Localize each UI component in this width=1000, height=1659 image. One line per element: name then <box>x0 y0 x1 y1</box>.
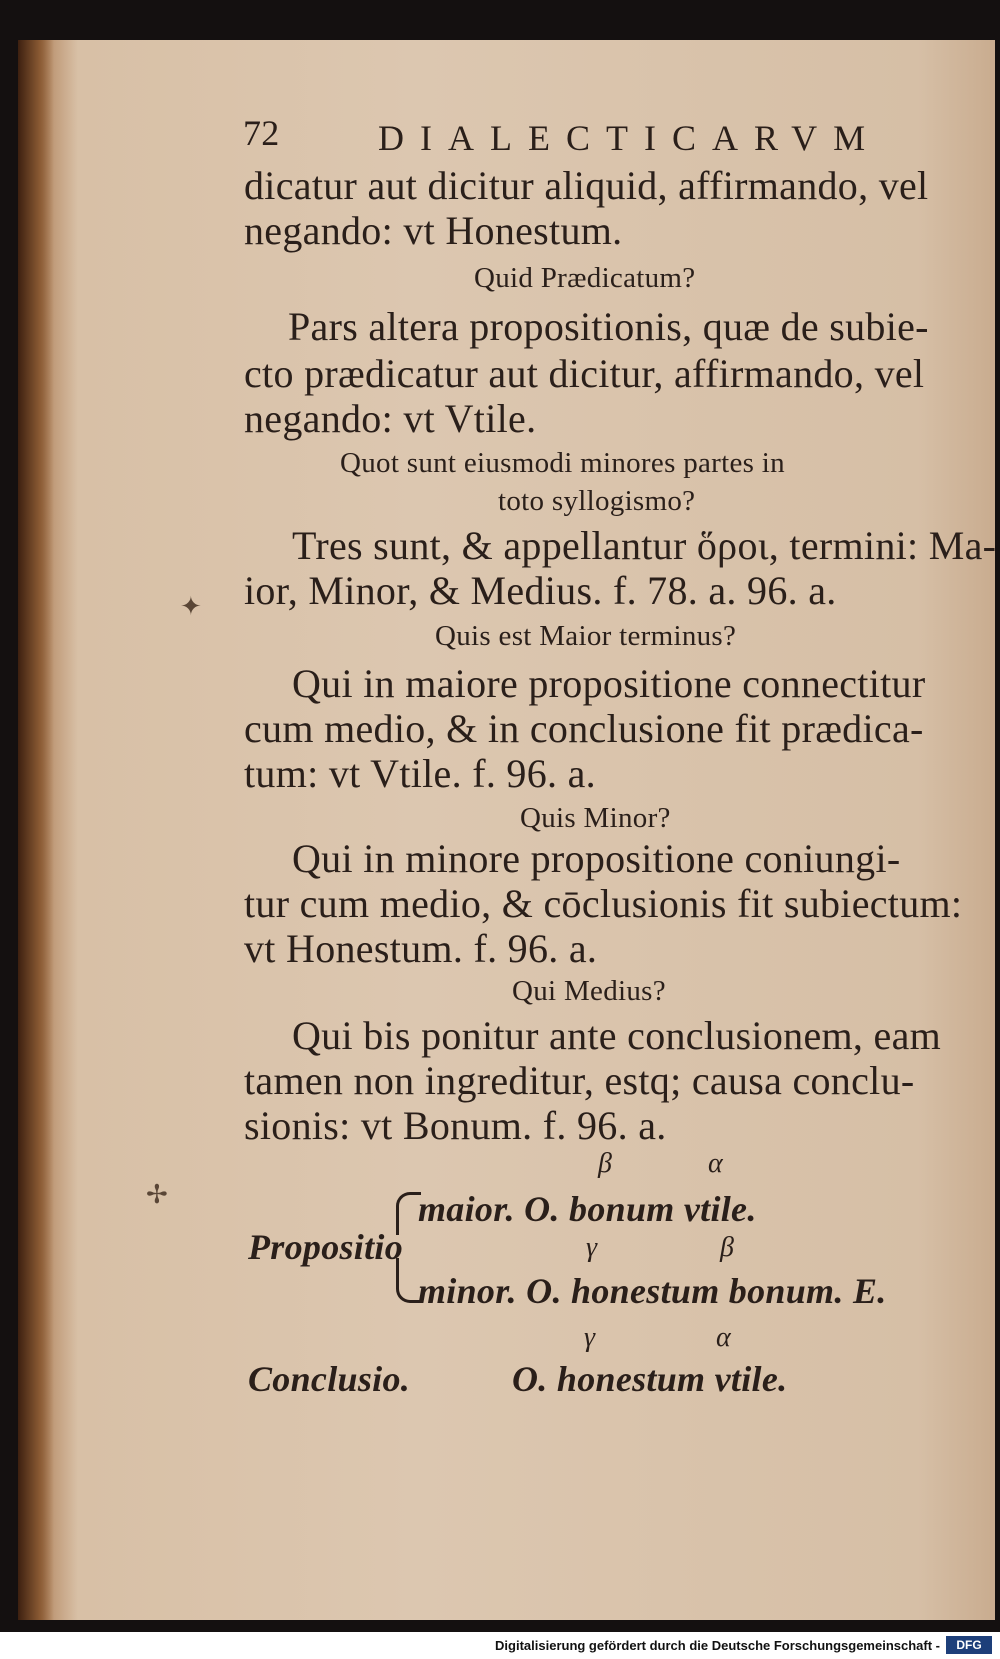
question-heading: Qui Medius? <box>512 975 666 1007</box>
text-line: negando: vt Vtile. <box>244 396 537 441</box>
conclusion-line: O. honestum vtile. <box>512 1359 788 1399</box>
text-line: Pars altera propositionis, quæ de subie- <box>288 304 929 349</box>
text-line: sionis: vt Bonum. f. 96. a. <box>244 1103 667 1148</box>
greek-letter-alpha: α <box>708 1148 723 1179</box>
running-title: DIALECTICARVM <box>378 118 882 158</box>
maior-premise: maior. O. bonum vtile. <box>418 1189 757 1229</box>
page-number: 72 <box>243 113 280 153</box>
greek-letter-alpha: α <box>716 1322 731 1353</box>
text-line: Qui in maiore propositione connectitur <box>292 661 926 706</box>
text-line: Qui in minore propositione coniungi- <box>292 836 901 881</box>
greek-letter-gamma: γ <box>586 1232 598 1263</box>
dfg-logo-icon: DFG <box>946 1636 992 1654</box>
footer-bar <box>0 1632 1000 1659</box>
text-line: Qui bis ponitur ante conclusionem, eam <box>292 1013 942 1058</box>
ink-mark: ✦ <box>180 592 202 621</box>
greek-letter-beta: β <box>720 1232 735 1263</box>
greek-letter-gamma: γ <box>584 1322 596 1353</box>
text-line: tamen non ingreditur, estq; causa conclu- <box>244 1058 915 1103</box>
question-heading: Quot sunt eiusmodi minores partes in <box>340 447 785 479</box>
page-spine-edge <box>18 40 54 1620</box>
text-line: tum: vt Vtile. f. 96. a. <box>244 751 596 796</box>
greek-letter-beta: β <box>598 1148 613 1179</box>
propositio-label: Propositio <box>248 1227 404 1267</box>
text-line: tur cum medio, & cōclusionis fit subiectum: <box>244 881 963 926</box>
ink-mark: ✢ <box>146 1180 168 1209</box>
question-heading: Quis est Maior terminus? <box>435 620 737 652</box>
question-heading: toto syllogismo? <box>498 485 696 517</box>
question-heading: Quis Minor? <box>520 802 671 834</box>
text-line: cto prædicatur aut dicitur, affirmando, vel <box>244 351 925 396</box>
text-line: cum medio, & in conclusione fit prædica- <box>244 706 924 751</box>
minor-premise: minor. O. honestum bonum. E. <box>418 1271 887 1311</box>
question-heading: Quid Prædicatum? <box>474 262 696 294</box>
text-line: Tres sunt, & appellantur ὅροι, termini: Ma- <box>292 523 997 568</box>
footer-credit: Digitalisierung gefördert durch die Deutsche Forschungsgemeinschaft - <box>495 1638 940 1653</box>
text-line: ior, Minor, & Medius. f. 78. a. 96. a. <box>244 568 837 613</box>
text-line: vt Honestum. f. 96. a. <box>244 926 598 971</box>
text-line: negando: vt Honestum. <box>244 208 623 253</box>
conclusio-label: Conclusio. <box>248 1359 411 1399</box>
text-line: dicatur aut dicitur aliquid, affirmando, vel <box>244 163 929 208</box>
